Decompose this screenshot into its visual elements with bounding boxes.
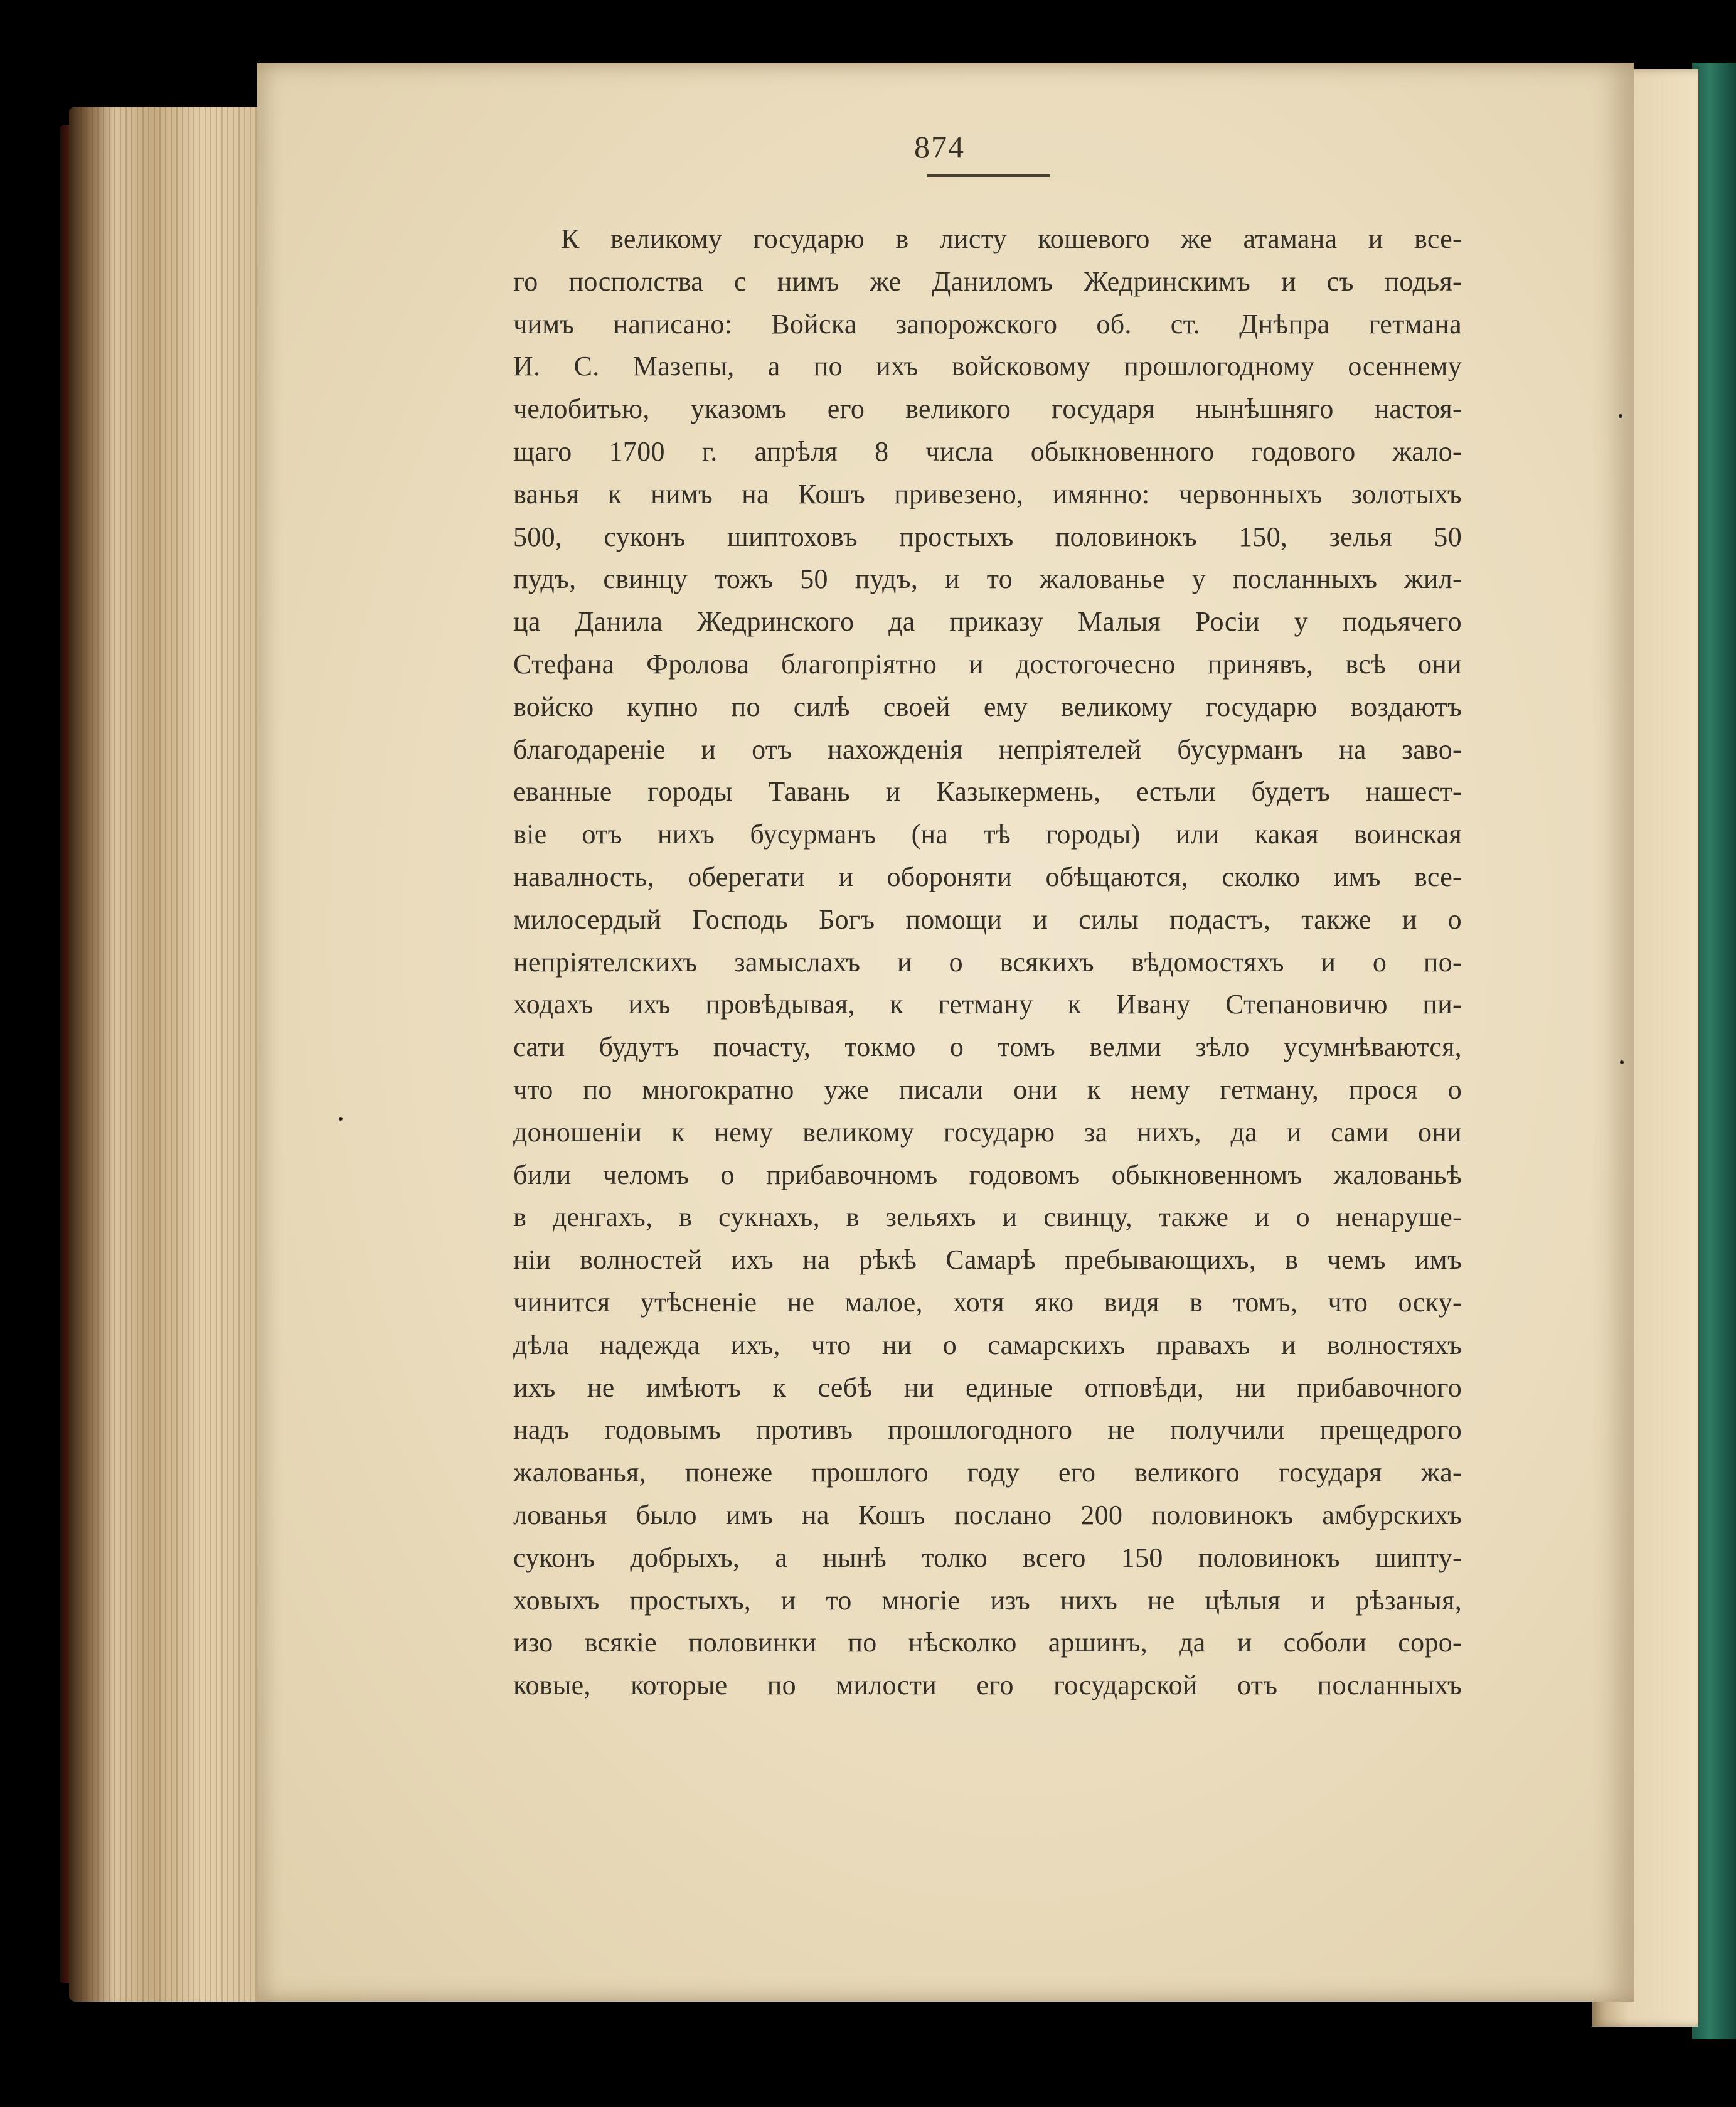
text-line: дѣла надежда ихъ, что ни о самарскихъ правахъ и волностяхъ	[513, 1329, 1462, 1360]
text-line: ніи волностей ихъ на рѣкѣ Самарѣ пребывающихъ, в чемъ имъ	[513, 1244, 1462, 1276]
text-line: милосердый Господь Богъ помощи и силы подастъ, также и о	[513, 904, 1462, 935]
margin-mark	[1620, 1060, 1624, 1064]
text-line: били челомъ о прибавочномъ годовомъ обыкновенномъ жалованьѣ	[513, 1159, 1462, 1190]
text-line: суконъ добрыхъ, а нынѣ толко всего 150 половинокъ шипту-	[513, 1542, 1462, 1573]
text-line: віе отъ нихъ бусурманъ (на тѣ городы) или какая воинская	[513, 819, 1462, 850]
text-line: ца Данила Жедринского да приказу Малыя Росіи у подьячего	[513, 606, 1462, 637]
text-line: ходахъ ихъ провѣдывая, к гетману к Ивану Степановичю пи-	[513, 989, 1462, 1020]
text-line: ванья к нимъ на Кошъ привезено, имянно: червонныхъ золотыхъ	[513, 478, 1462, 509]
margin-mark	[1619, 414, 1622, 418]
text-line: чимъ написано: Войска запорожского об. ст. Днѣпра гетмана	[513, 308, 1462, 339]
page-edges	[69, 107, 276, 2002]
text-line: еванные городы Тавань и Казыкермень, естьли будетъ нашест-	[513, 776, 1462, 808]
text-line: ховыхъ простыхъ, и то многіе изъ нихъ не цѣлыя и рѣзаныя,	[513, 1584, 1462, 1616]
text-line: 500, суконъ шиптоховъ простыхъ половинокъ 150, зелья 50	[513, 521, 1462, 552]
text-line: лованья было имъ на Кошъ послано 200 половинокъ амбурскихъ	[513, 1499, 1462, 1530]
book-cover-edge	[1692, 63, 1736, 2039]
text-line: чинится утѣсненіе не малое, хотя яко видя в томъ, что оску-	[513, 1286, 1462, 1318]
text-line: челобитью, указомъ его великого государя нынѣшняго настоя-	[513, 393, 1462, 425]
text-line: надъ годовымъ противъ прошлогодного не получили прещедрого	[513, 1414, 1462, 1446]
margin-mark	[339, 1117, 343, 1121]
text-line: ихъ не имѣютъ к себѣ ни единые отповѣди, ни прибавочного	[513, 1372, 1462, 1403]
body-text	[513, 218, 1462, 1707]
text-line: непріятелскихъ замыслахъ и о всякихъ вѣдомостяхъ и о по-	[513, 946, 1462, 978]
text-line: го посполства с нимъ же Даниломъ Жедринскимъ и съ подья-	[513, 265, 1462, 297]
text-line: И. С. Мазепы, а по ихъ войсковому прошлогодному осеннему	[513, 351, 1462, 382]
page-number-rule	[927, 174, 1050, 177]
text-line: доношеніи к нему великому государю за нихъ, да и сами они	[513, 1116, 1462, 1148]
text-line: в денгахъ, в сукнахъ, в зельяхъ и свинцу, также и о ненаруше-	[513, 1202, 1462, 1233]
text-line: что по многократно уже писали они к нему гетману, прося о	[513, 1074, 1462, 1105]
text-line: навалность, оберегати и обороняти обѣщаются, сколко имъ все-	[513, 861, 1462, 892]
text-line: жалованья, понеже прошлого году его великого государя жа-	[513, 1457, 1462, 1488]
text-line: изо всякіе половинки по нѣсколко аршинъ, да и соболи соро-	[513, 1627, 1462, 1658]
text-line: войско купно по силѣ своей ему великому государю воздаютъ	[513, 691, 1462, 722]
text-line: ковые, которые по милости его государской отъ посланныхъ	[513, 1670, 1462, 1701]
text-line: благодареніе и отъ нахожденія непріятелей бусурманъ на заво-	[513, 733, 1462, 765]
text-line: щаго 1700 г. апрѣля 8 числа обыкновенного годового жало-	[513, 435, 1462, 467]
text-line: сати будутъ почасту, токмо о томъ велми зѣло усумнѣваются,	[513, 1032, 1462, 1063]
text-line: пудъ, свинцу тожъ 50 пудъ, и то жалованье у посланныхъ жил-	[513, 563, 1462, 595]
page-number: 874	[914, 129, 965, 164]
text-line: К великому государю в листу кошевого же атамана и все-	[561, 223, 1462, 254]
text-line: Стефана Фролова благопріятно и достогочесно принявъ, всѣ они	[513, 648, 1462, 680]
